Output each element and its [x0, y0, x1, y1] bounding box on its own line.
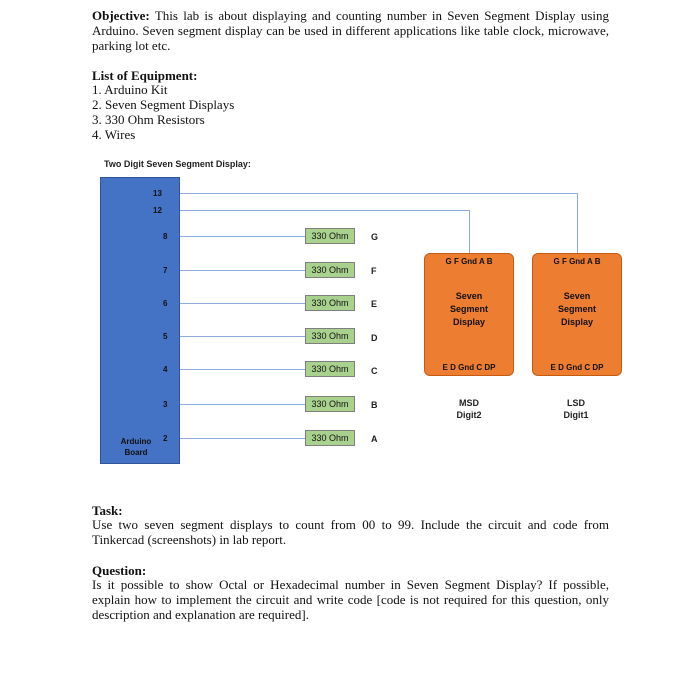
wire-13-drop	[577, 193, 578, 253]
segment-letter: G	[371, 232, 379, 242]
display-label: Seven Segment Display	[557, 291, 596, 327]
wire-pin3	[180, 404, 305, 405]
resistor: 330 Ohm	[305, 361, 355, 377]
resistor: 330 Ohm	[305, 262, 355, 278]
pin-label: 7	[163, 266, 168, 275]
task-text: Use two seven segment displays to count from 00 to 99. Include the circuit and code from Tinkercad (screenshots) in lab report.	[92, 517, 609, 547]
wire-pin7	[180, 270, 305, 271]
pin-label: 13	[153, 189, 162, 198]
pin-label: 5	[163, 332, 168, 341]
display-caption-msd: MSD Digit2	[456, 398, 482, 420]
objective-paragraph	[92, 8, 609, 53]
equipment-item: 1. Arduino Kit	[92, 82, 168, 97]
pin-label: 3	[163, 400, 168, 409]
wire-12	[180, 210, 470, 211]
resistor: 330 Ohm	[305, 396, 355, 412]
arduino-board	[100, 177, 180, 464]
seven-segment-display-lsd	[532, 253, 622, 376]
display-bottom-pins: E D Gnd C DP	[442, 363, 496, 372]
wire-pin5	[180, 336, 305, 337]
arduino-board-label: Arduino Board	[120, 437, 152, 457]
wire-pin2	[180, 438, 305, 439]
display-top-pins: G F Gnd A B	[445, 257, 493, 266]
wire-pin4	[180, 369, 305, 370]
segment-letter: D	[371, 333, 378, 343]
resistor: 330 Ohm	[305, 228, 355, 244]
segment-letter: A	[371, 434, 378, 444]
resistor: 330 Ohm	[305, 430, 355, 446]
task-title: Task:	[92, 503, 123, 518]
display-label: Seven Segment Display	[449, 291, 488, 327]
equipment-item: 4. Wires	[92, 127, 136, 142]
seven-segment-display-msd	[424, 253, 514, 376]
pin-label: 4	[163, 365, 168, 374]
resistor: 330 Ohm	[305, 328, 355, 344]
equipment-title: List of Equipment:	[92, 68, 198, 83]
pin-label: 6	[163, 299, 168, 308]
pin-label: 2	[163, 434, 168, 443]
equipment-item: 3. 330 Ohm Resistors	[92, 112, 205, 127]
resistor: 330 Ohm	[305, 295, 355, 311]
objective-label: Objective:	[92, 8, 150, 23]
objective-text: This lab is about displaying and counting number in Seven Segment Display using Arduino. Seven segment display can be used in different applications like table clock, microwave, parking lot etc.	[92, 8, 609, 53]
wire-pin8	[180, 236, 305, 237]
display-top-pins: G F Gnd A B	[553, 257, 601, 266]
display-caption-lsd: LSD Digit1	[563, 398, 589, 420]
display-bottom-pins: E D Gnd C DP	[550, 363, 604, 372]
segment-letter: B	[371, 400, 378, 410]
equipment-item: 2. Seven Segment Displays	[92, 97, 235, 112]
segment-letter: C	[371, 366, 378, 376]
segment-letter: E	[371, 299, 378, 309]
wire-13	[180, 193, 578, 194]
wire-12-drop	[469, 210, 470, 253]
wire-pin6	[180, 303, 305, 304]
pin-label: 12	[153, 206, 162, 215]
segment-letter: F	[371, 266, 377, 276]
diagram-title: Two Digit Seven Segment Display:	[104, 159, 251, 169]
question-title: Question:	[92, 563, 147, 578]
pin-label: 8	[163, 232, 168, 241]
question-text: Is it possible to show Octal or Hexadecimal number in Seven Segment Display? If possible, explain how to implement the circuit and write code [code is not required for this question, only description and explanation are required].	[92, 577, 609, 622]
